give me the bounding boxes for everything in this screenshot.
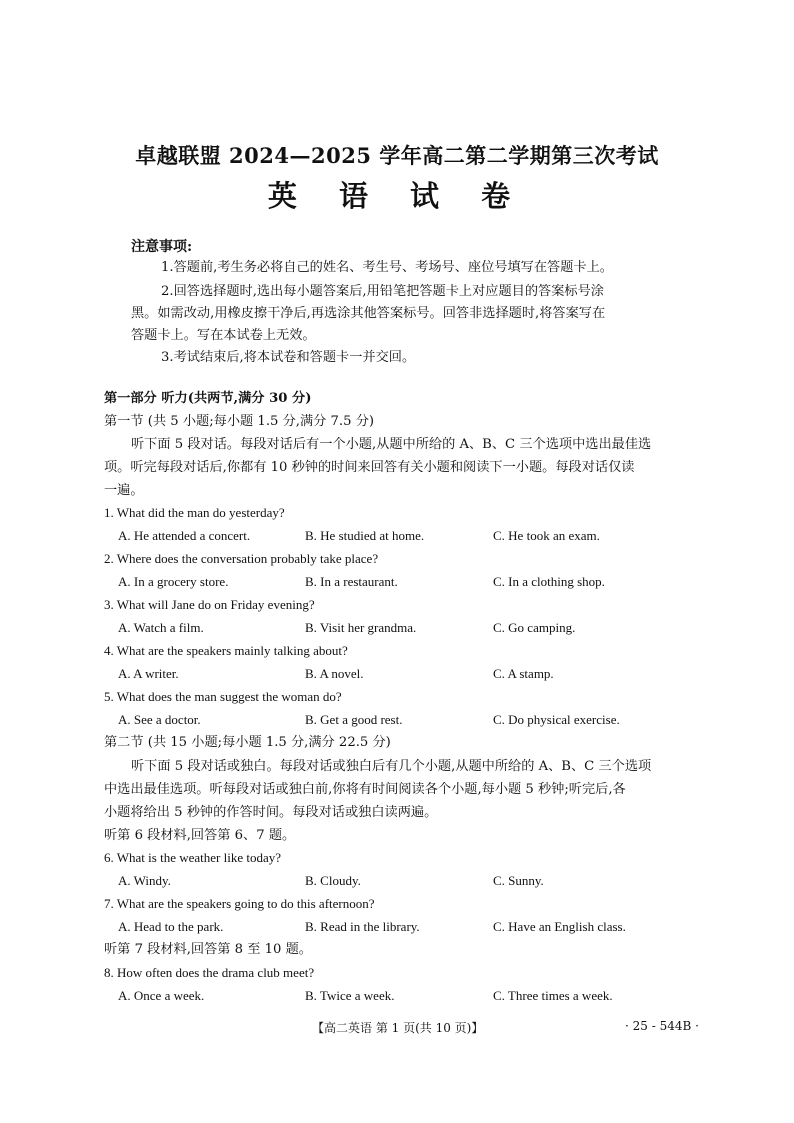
question-1: 1. What did the man do yesterday?: [104, 505, 285, 520]
question-5: 5. What does the man suggest the woman do?: [104, 689, 342, 704]
option-3a: A. Watch a film.: [118, 620, 204, 635]
option-2c: C. In a clothing shop.: [493, 574, 605, 589]
option-1c: C. He took an exam.: [493, 528, 600, 543]
question-2: 2. Where does the conversation probably take place?: [104, 551, 379, 566]
question-8: 8. How often does the drama club meet?: [104, 965, 315, 980]
material-6-instruction: 听第 6 段材料,回答第 6、7 题。: [104, 828, 296, 843]
material-7-instruction: 听第 7 段材料,回答第 8 至 10 题。: [104, 942, 312, 957]
section1-instructions-line-3: 一遍。: [104, 483, 144, 498]
option-8a: A. Once a week.: [118, 988, 205, 1003]
option-4b: B. A novel.: [305, 666, 364, 681]
option-8c: C. Three times a week.: [493, 988, 613, 1003]
notice-item-2-line-3: 答题卡上。写在本试卷上无效。: [131, 328, 316, 343]
exam-subtitle: 英 语 试 卷: [267, 179, 527, 213]
option-8b: B. Twice a week.: [305, 988, 395, 1003]
notice-item-2-line-1: 2.回答选择题时,选出每小题答案后,用铅笔把答题卡上对应题目的答案标号涂: [161, 284, 604, 299]
option-5b: B. Get a good rest.: [305, 712, 403, 727]
section2-instructions-line-1: 听下面 5 段对话或独白。每段对话或独白后有几个小题,从题中所给的 A、B、C 三个选项: [131, 759, 652, 774]
question-3: 3. What will Jane do on Friday evening?: [104, 597, 315, 612]
question-7: 7. What are the speakers going to do this afternoon?: [104, 896, 375, 911]
section2-heading: 第二节 (共 15 小题;每小题 1.5 分,满分 22.5 分): [104, 735, 391, 750]
notice-item-3: 3.考试结束后,将本试卷和答题卡一并交回。: [161, 350, 416, 365]
option-6a: A. Windy.: [118, 873, 171, 888]
notice-heading: 注意事项:: [131, 239, 193, 255]
option-5c: C. Do physical exercise.: [493, 712, 620, 727]
option-2b: B. In a restaurant.: [305, 574, 398, 589]
exam-title: 卓越联盟 2024—2025 学年高二第二学期第三次考试: [135, 143, 659, 168]
option-3c: C. Go camping.: [493, 620, 576, 635]
option-4a: A. A writer.: [118, 666, 179, 681]
option-5a: A. See a doctor.: [118, 712, 201, 727]
option-7a: A. Head to the park.: [118, 919, 224, 934]
section1-heading: 第一节 (共 5 小题;每小题 1.5 分,满分 7.5 分): [104, 414, 375, 429]
notice-item-2-line-2: 黑。如需改动,用橡皮擦干净后,再选涂其他答案标号。回答非选择题时,将答案写在: [131, 306, 606, 321]
section1-instructions-line-1: 听下面 5 段对话。每段对话后有一个小题,从题中所给的 A、B、C 三个选项中选出最佳选: [131, 437, 652, 452]
question-4: 4. What are the speakers mainly talking about?: [104, 643, 348, 658]
section2-instructions-line-2: 中选出最佳选项。听每段对话或独白前,你将有时间阅读各个小题,每小题 5 秒钟;听完后,各: [104, 782, 626, 797]
option-3b: B. Visit her grandma.: [305, 620, 417, 635]
page-footer-label: 【高二英语 第 1 页(共 10 页)】: [312, 1021, 484, 1035]
question-6: 6. What is the weather like today?: [104, 850, 282, 865]
option-4c: C. A stamp.: [493, 666, 554, 681]
part1-heading: 第一部分 听力(共两节,满分 30 分): [104, 391, 312, 406]
section2-instructions-line-3: 小题将给出 5 秒钟的作答时间。每段对话或独白读两遍。: [104, 805, 438, 820]
option-7c: C. Have an English class.: [493, 919, 626, 934]
option-1a: A. He attended a concert.: [118, 528, 251, 543]
option-7b: B. Read in the library.: [305, 919, 420, 934]
option-6c: C. Sunny.: [493, 873, 544, 888]
option-6b: B. Cloudy.: [305, 873, 361, 888]
section1-instructions-line-2: 项。听完每段对话后,你都有 10 秒钟的时间来回答有关小题和阅读下一小题。每段对话仅读: [104, 460, 635, 475]
exam-code: · 25 - 544B ·: [625, 1019, 699, 1033]
option-2a: A. In a grocery store.: [118, 574, 229, 589]
notice-item-1: 1.答题前,考生务必将自己的姓名、考生号、考场号、座位号填写在答题卡上。: [161, 260, 613, 275]
option-1b: B. He studied at home.: [305, 528, 425, 543]
